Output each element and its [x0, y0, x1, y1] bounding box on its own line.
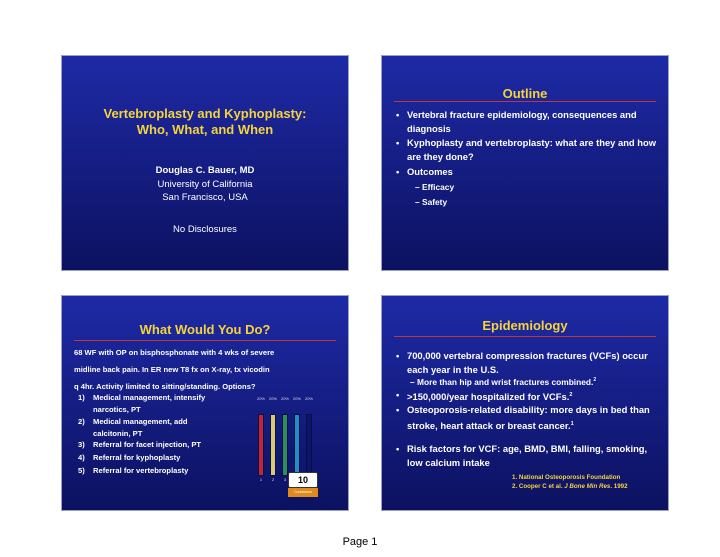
epi-bullet-1: • 700,000 vertebral compression fractures (VCFs) occur each year in the U.S. — [396, 349, 658, 377]
title-rule — [394, 101, 656, 102]
option-number: 3) — [78, 440, 85, 449]
bullet-text: Vertebral fracture epidemiology, consequences and diagnosis — [407, 109, 637, 134]
slide-title: What Would You Do? — [139, 322, 271, 337]
reference-2 — [512, 482, 628, 491]
option-5 — [78, 465, 248, 477]
poll-category-label: 3 — [283, 477, 287, 482]
poll-category-label: 1 — [259, 477, 263, 482]
poll-bar-value-label: 20% — [280, 396, 289, 401]
affiliation-line-2: San Francisco, USA — [162, 192, 248, 203]
reference-1: 1. National Osteoporosis Foundation — [512, 474, 621, 481]
citation-marker: 1 — [570, 421, 574, 427]
outline-bullet-3: • Outcomes — [396, 165, 658, 179]
option-number: 5) — [78, 466, 85, 475]
poll-bar — [306, 414, 312, 476]
affiliation-line-1: University of California — [157, 179, 253, 190]
option-2 — [78, 416, 218, 440]
epi-bullet-3: • Osteoporosis-related disability: more days in bed than stroke, heart attack or breast cancer.$^1$ — [396, 404, 650, 432]
slide-case-question — [62, 296, 348, 510]
disclosure-text: No Disclosures — [173, 224, 237, 235]
title-line-2: Who, What, and When — [136, 122, 274, 137]
slide-title-slide — [62, 56, 348, 270]
option-number: 2) — [78, 417, 85, 426]
epi-bullet-2: • >150,000/year hospitalized for VCFs.$^2$ — [396, 389, 573, 403]
citation-marker: 2 — [569, 392, 573, 398]
title-line-1: Vertebroplasty and Kyphoplasty: — [103, 106, 307, 121]
citation-marker: 2 — [593, 377, 597, 383]
option-number: 4) — [78, 453, 85, 462]
outline-bullet-1: • Vertebral fracture epidemiology, consequences and diagnosis — [396, 108, 658, 136]
countdown-timer: 10 — [288, 472, 318, 488]
poll-bar-value-label: 20% — [292, 396, 301, 401]
poll-bar-value-label: 20% — [304, 396, 313, 401]
epi-sub-bullet — [410, 374, 596, 388]
poll-bar — [294, 414, 300, 476]
poll-bar-chart — [254, 396, 326, 482]
option-3 — [78, 439, 248, 451]
reference-year: . 1992 — [610, 483, 628, 490]
sub-bullet-text: – More than hip and wrist fractures combined. — [410, 376, 594, 387]
poll-bar — [282, 414, 288, 476]
option-text: Referral for vertebroplasty — [93, 466, 189, 475]
bullet-text: >150,000/year hospitalized for VCFs. — [407, 391, 570, 403]
epi-bullet-4: • Risk factors for VCF: age, BMD, BMI, falling, smoking, low calcium intake — [396, 442, 658, 470]
case-line-2: midline back pain. In ER new T8 fx on X-ray, tx vicodin — [74, 365, 270, 374]
outline-sub-item-efficacy: – Efficacy — [415, 182, 455, 192]
presentation-title — [62, 106, 348, 138]
option-number: 1) — [78, 393, 85, 402]
reference-authors: 2. Cooper C et al. — [512, 483, 565, 490]
case-line-1: 68 WF with OP on bisphosphonate with 4 wks of severe — [74, 348, 275, 357]
reference-journal: J Bone Min Res — [564, 483, 611, 490]
outline-sub-item-safety: – Safety — [415, 197, 448, 207]
countdown-label: Countdown — [288, 488, 318, 497]
case-line-3: q 4hr. Activity limited to sitting/standing. Options? — [74, 382, 256, 391]
option-text: Medical management, intensify narcotics, PT — [93, 393, 206, 414]
option-text: Referral for kyphoplasty — [93, 453, 181, 462]
poll-plot-area — [254, 404, 326, 476]
page-number-label: Page 1 — [342, 536, 378, 548]
author-name: Douglas C. Bauer, MD — [155, 165, 255, 176]
option-1 — [78, 392, 218, 416]
bullet-text: Outcomes — [407, 166, 453, 177]
poll-bar-value-label: 20% — [256, 396, 265, 401]
bullet-text: Kyphoplasty and vertebroplasty: what are they and how are they done? — [407, 137, 657, 162]
outline-bullet-2: • Kyphoplasty and vertebroplasty: what are they and how are they done? — [396, 137, 657, 162]
slide-outline — [382, 56, 668, 270]
option-text: Medical management, add calcitonin, PT — [93, 417, 188, 438]
slide-title: Outline — [502, 86, 548, 101]
title-rule — [394, 336, 656, 337]
slide-epidemiology — [382, 296, 668, 510]
poll-bar — [270, 414, 276, 476]
title-rule — [74, 340, 336, 341]
option-text: Referral for facet injection, PT — [93, 440, 202, 449]
poll-bar — [258, 414, 264, 476]
poll-category-label: 2 — [271, 477, 275, 482]
bullet-text: Risk factors for VCF: age, BMD, BMI, falling, smoking, low calcium intake — [407, 443, 648, 468]
bullet-text: Osteoporosis-related disability: more days in bed than stroke, heart attack or breast cancer. — [407, 404, 650, 432]
bullet-text: 700,000 vertebral compression fractures (VCFs) occur each year in the U.S. — [407, 350, 648, 375]
slide-title: Epidemiology — [482, 318, 568, 333]
option-4 — [78, 452, 248, 464]
poll-bar-value-label: 20% — [268, 396, 277, 401]
